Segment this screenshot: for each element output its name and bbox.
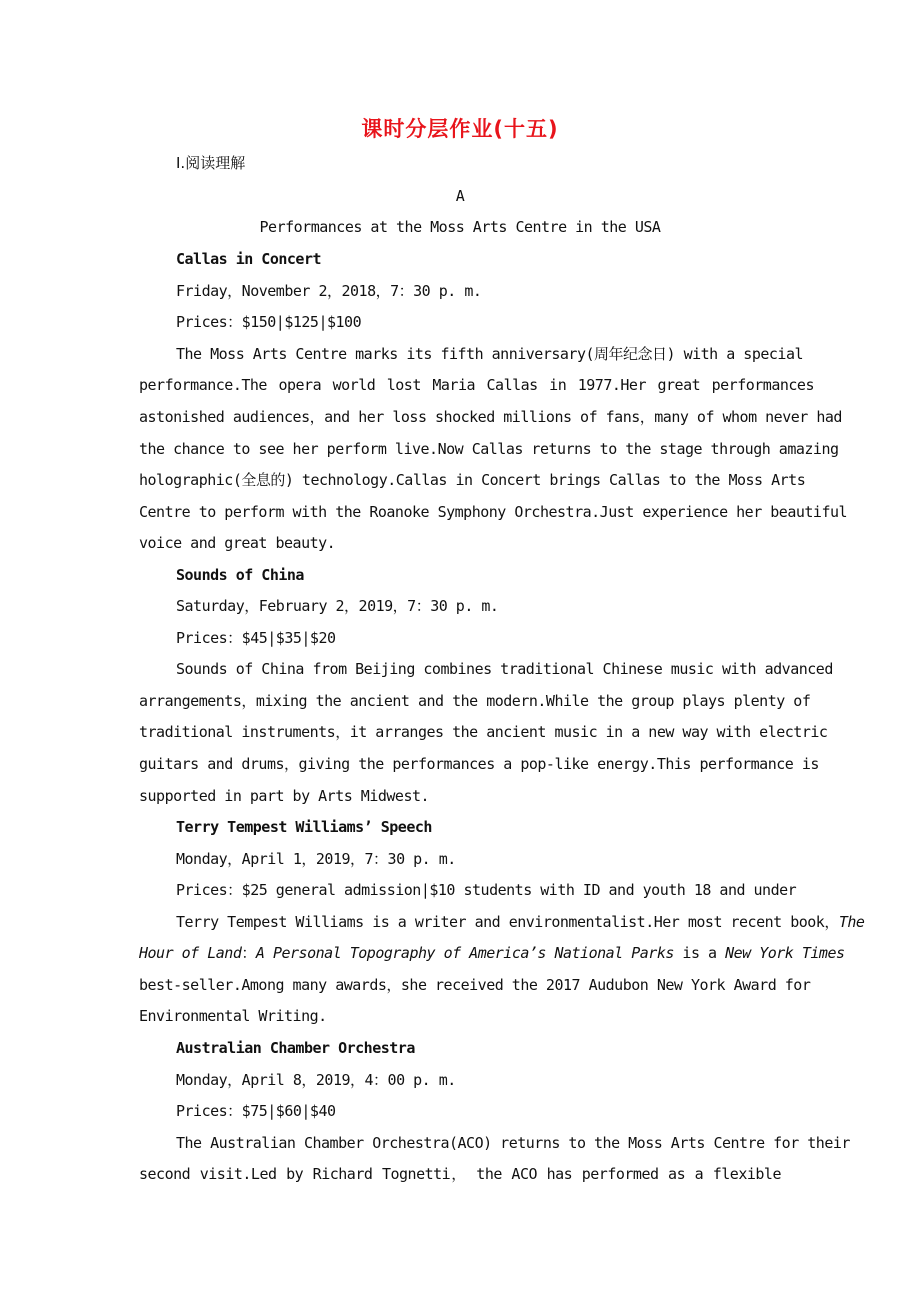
- paragraph-line: the chance to see her perform live.Now Callas returns to the stage through amazing: [139, 440, 839, 458]
- paragraph-line: second visit.Led by Richard Tognetti， the ACO has performed as a flexible: [139, 1165, 781, 1183]
- event-prices: Prices：$25 general admission|$10 students with ID and youth 18 and under: [176, 881, 797, 899]
- paragraph-line: [176, 912, 864, 932]
- paragraph-line: guitars and drums，giving the performances a pop-like energy.This performance is: [139, 755, 819, 773]
- paragraph-line: supported in part by Arts Midwest.: [139, 787, 430, 805]
- paragraph-line: voice and great beauty.: [139, 534, 336, 552]
- paragraph-line: performance.The opera world lost Maria Callas in 1977.Her great performances: [139, 376, 814, 394]
- event-prices: Prices：$150|$125|$100: [176, 313, 362, 331]
- event-date: Monday，April 1，2019，7：30 p. m.: [176, 850, 456, 868]
- event-date: Monday，April 8，2019，4：00 p. m.: [176, 1071, 456, 1089]
- event-title: Sounds of China: [176, 566, 304, 584]
- paragraph-line: best-seller.Among many awards，she received the 2017 Audubon New York Award for: [139, 976, 811, 994]
- book-title-part: Hour of Land: [139, 944, 242, 962]
- passage-letter: A: [455, 187, 465, 205]
- paragraph-line: astonished audiences，and her loss shocked millions of fans，many of whom never had: [139, 408, 842, 426]
- event-title: Callas in Concert: [176, 250, 322, 268]
- paragraph-line: The Moss Arts Centre marks its fifth anniversary(周年纪念日) with a special: [176, 345, 804, 363]
- passage-title: Performances at the Moss Arts Centre in the USA: [259, 218, 661, 236]
- newspaper-name: New York Times: [725, 944, 845, 962]
- paragraph-line: Sounds of China from Beijing combines traditional Chinese music with advanced: [176, 660, 833, 678]
- paragraph-line: arrangements，mixing the ancient and the modern.While the group plays plenty of: [139, 692, 811, 710]
- event-title: Terry Tempest Williams’ Speech: [176, 818, 432, 836]
- event-title: Australian Chamber Orchestra: [176, 1039, 415, 1057]
- event-prices: Prices：$45|$35|$20: [176, 629, 336, 647]
- paragraph-line: Environmental Writing.: [139, 1007, 327, 1025]
- section-heading: Ⅰ.阅读理解: [176, 154, 246, 172]
- paragraph-line: The Australian Chamber Orchestra(ACO) returns to the Moss Arts Centre for their: [176, 1134, 850, 1152]
- paragraph-text: ：: [241, 944, 256, 962]
- paragraph-line: holographic(全息的) technology.Callas in Concert brings Callas to the Moss Arts: [139, 471, 806, 489]
- event-date: Saturday，February 2，2019，7：30 p. m.: [176, 597, 499, 615]
- book-title-part: The: [838, 913, 865, 931]
- paragraph-text: Terry Tempest Williams is a writer and environmentalist.Her most recent book，: [176, 913, 839, 931]
- event-date: Friday，November 2，2018，7：30 p. m.: [176, 282, 482, 300]
- paragraph-line: [139, 943, 845, 963]
- paragraph-line: traditional instruments，it arranges the ancient music in a new way with electric: [139, 723, 828, 741]
- book-subtitle: A Personal Topography of America’s National Parks: [255, 944, 674, 962]
- page-title: 课时分层作业(十五): [361, 117, 559, 141]
- paragraph-text: is a: [673, 944, 726, 962]
- paragraph-line: Centre to perform with the Roanoke Symphony Orchestra.Just experience her beautiful: [139, 503, 848, 521]
- event-prices: Prices：$75|$60|$40: [176, 1102, 336, 1120]
